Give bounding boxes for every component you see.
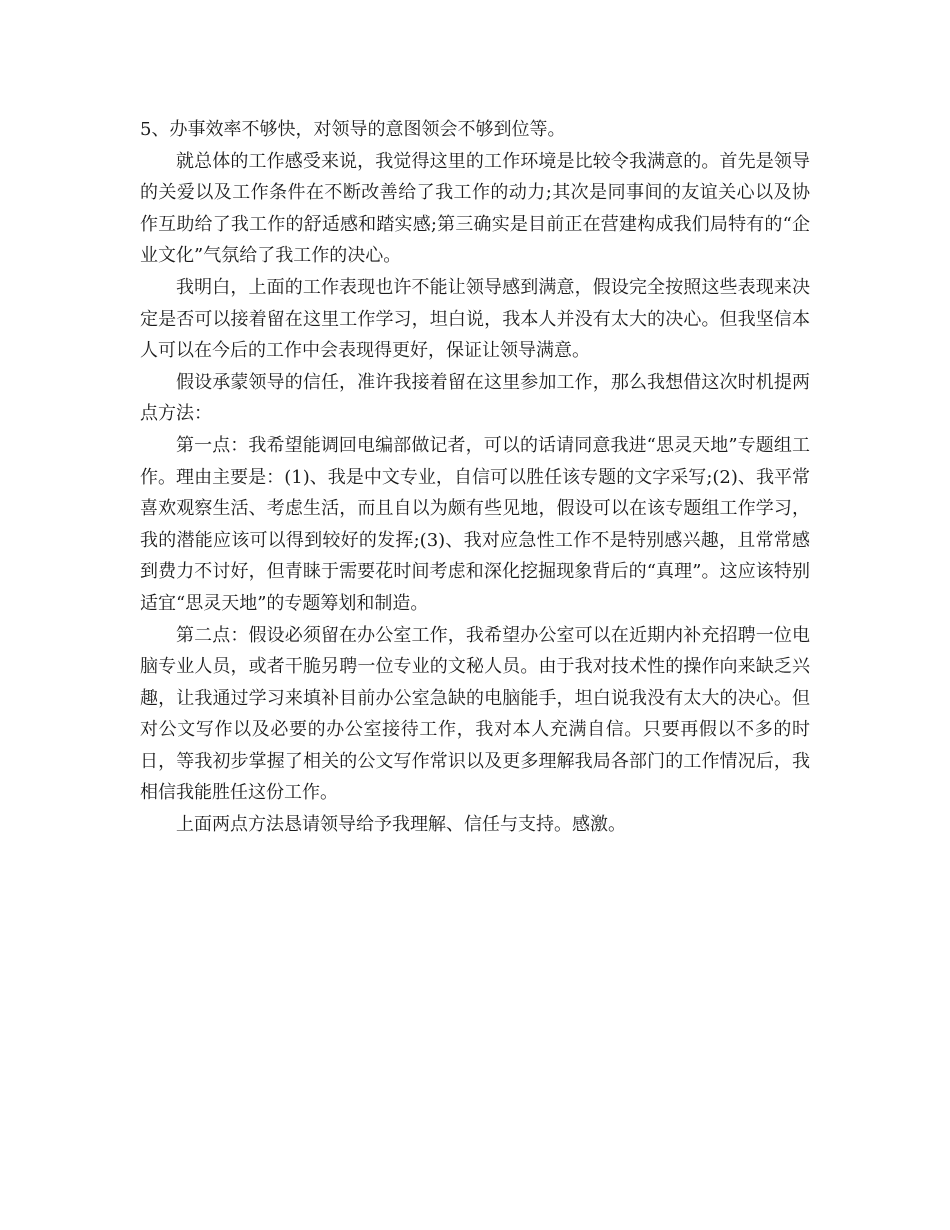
document-body [140, 114, 810, 841]
paragraph-work-environment: 就总体的工作感受来说，我觉得这里的工作环境是比较令我满意的。首先是领导的关爱以及工作条件在不断改善给了我工作的动力;其次是同事间的友谊关心以及协作互助给了我工作的舒适感和踏实感;第三确实是目前正在营建构成我们局特有的“企业文化”气氛给了我工作的决心。 [140, 150, 810, 267]
paragraph-self-assessment: 我明白，上面的工作表现也许不能让领导感到满意，假设完全按照这些表现来决定是否可以接着留在这里工作学习，坦白说，我本人并没有太大的决心。但我坚信本人可以在今后的工作中会表现得更好，保证让领导满意。 [140, 276, 810, 362]
paragraph-point-two: 第二点：假设必须留在办公室工作，我希望办公室可以在近期内补充招聘一位电脑专业人员，或者干脆另聘一位专业的文秘人员。由于我对技术性的操作向来缺乏兴趣，让我通过学习来填补目前办公室急缺的电脑能手，坦白说我没有太大的决心。但对公文写作以及必要的办公室接待工作，我对本人充满自信。只要再假以不多的时日，等我初步掌握了相关的公文写作常识以及更多理解我局各部门的工作情况后，我相信我能胜任这份工作。 [140, 624, 810, 804]
paragraph-item-5-efficiency: 5、办事效率不够快，对领导的意图领会不够到位等。 [140, 119, 566, 140]
paragraph-point-one: 第一点：我希望能调回电编部做记者，可以的话请同意我进“思灵天地”专题组工作。理由主要是：(1)、我是中文专业，自信可以胜任该专题的文字采写;(2)、我平常喜欢观察生活、考虑生活，而且自以为颇有些见地，假设可以在该专题组工作学习，我的潜能应该可以得到较好的发挥;(3)、我对应急性工作不是特别感兴趣，且常常感到费力不讨好，但青睐于需要花时间考虑和深化挖掘现象背后的“真理”。这应该特别适宜“思灵天地”的专题筹划和制造。 [140, 434, 810, 614]
paragraph-proposal-intro: 假设承蒙领导的信任，准许我接着留在这里参加工作，那么我想借这次时机提两点方法： [140, 371, 810, 425]
paragraph-closing: 上面两点方法恳请领导给予我理解、信任与支持。感激。 [176, 814, 626, 836]
